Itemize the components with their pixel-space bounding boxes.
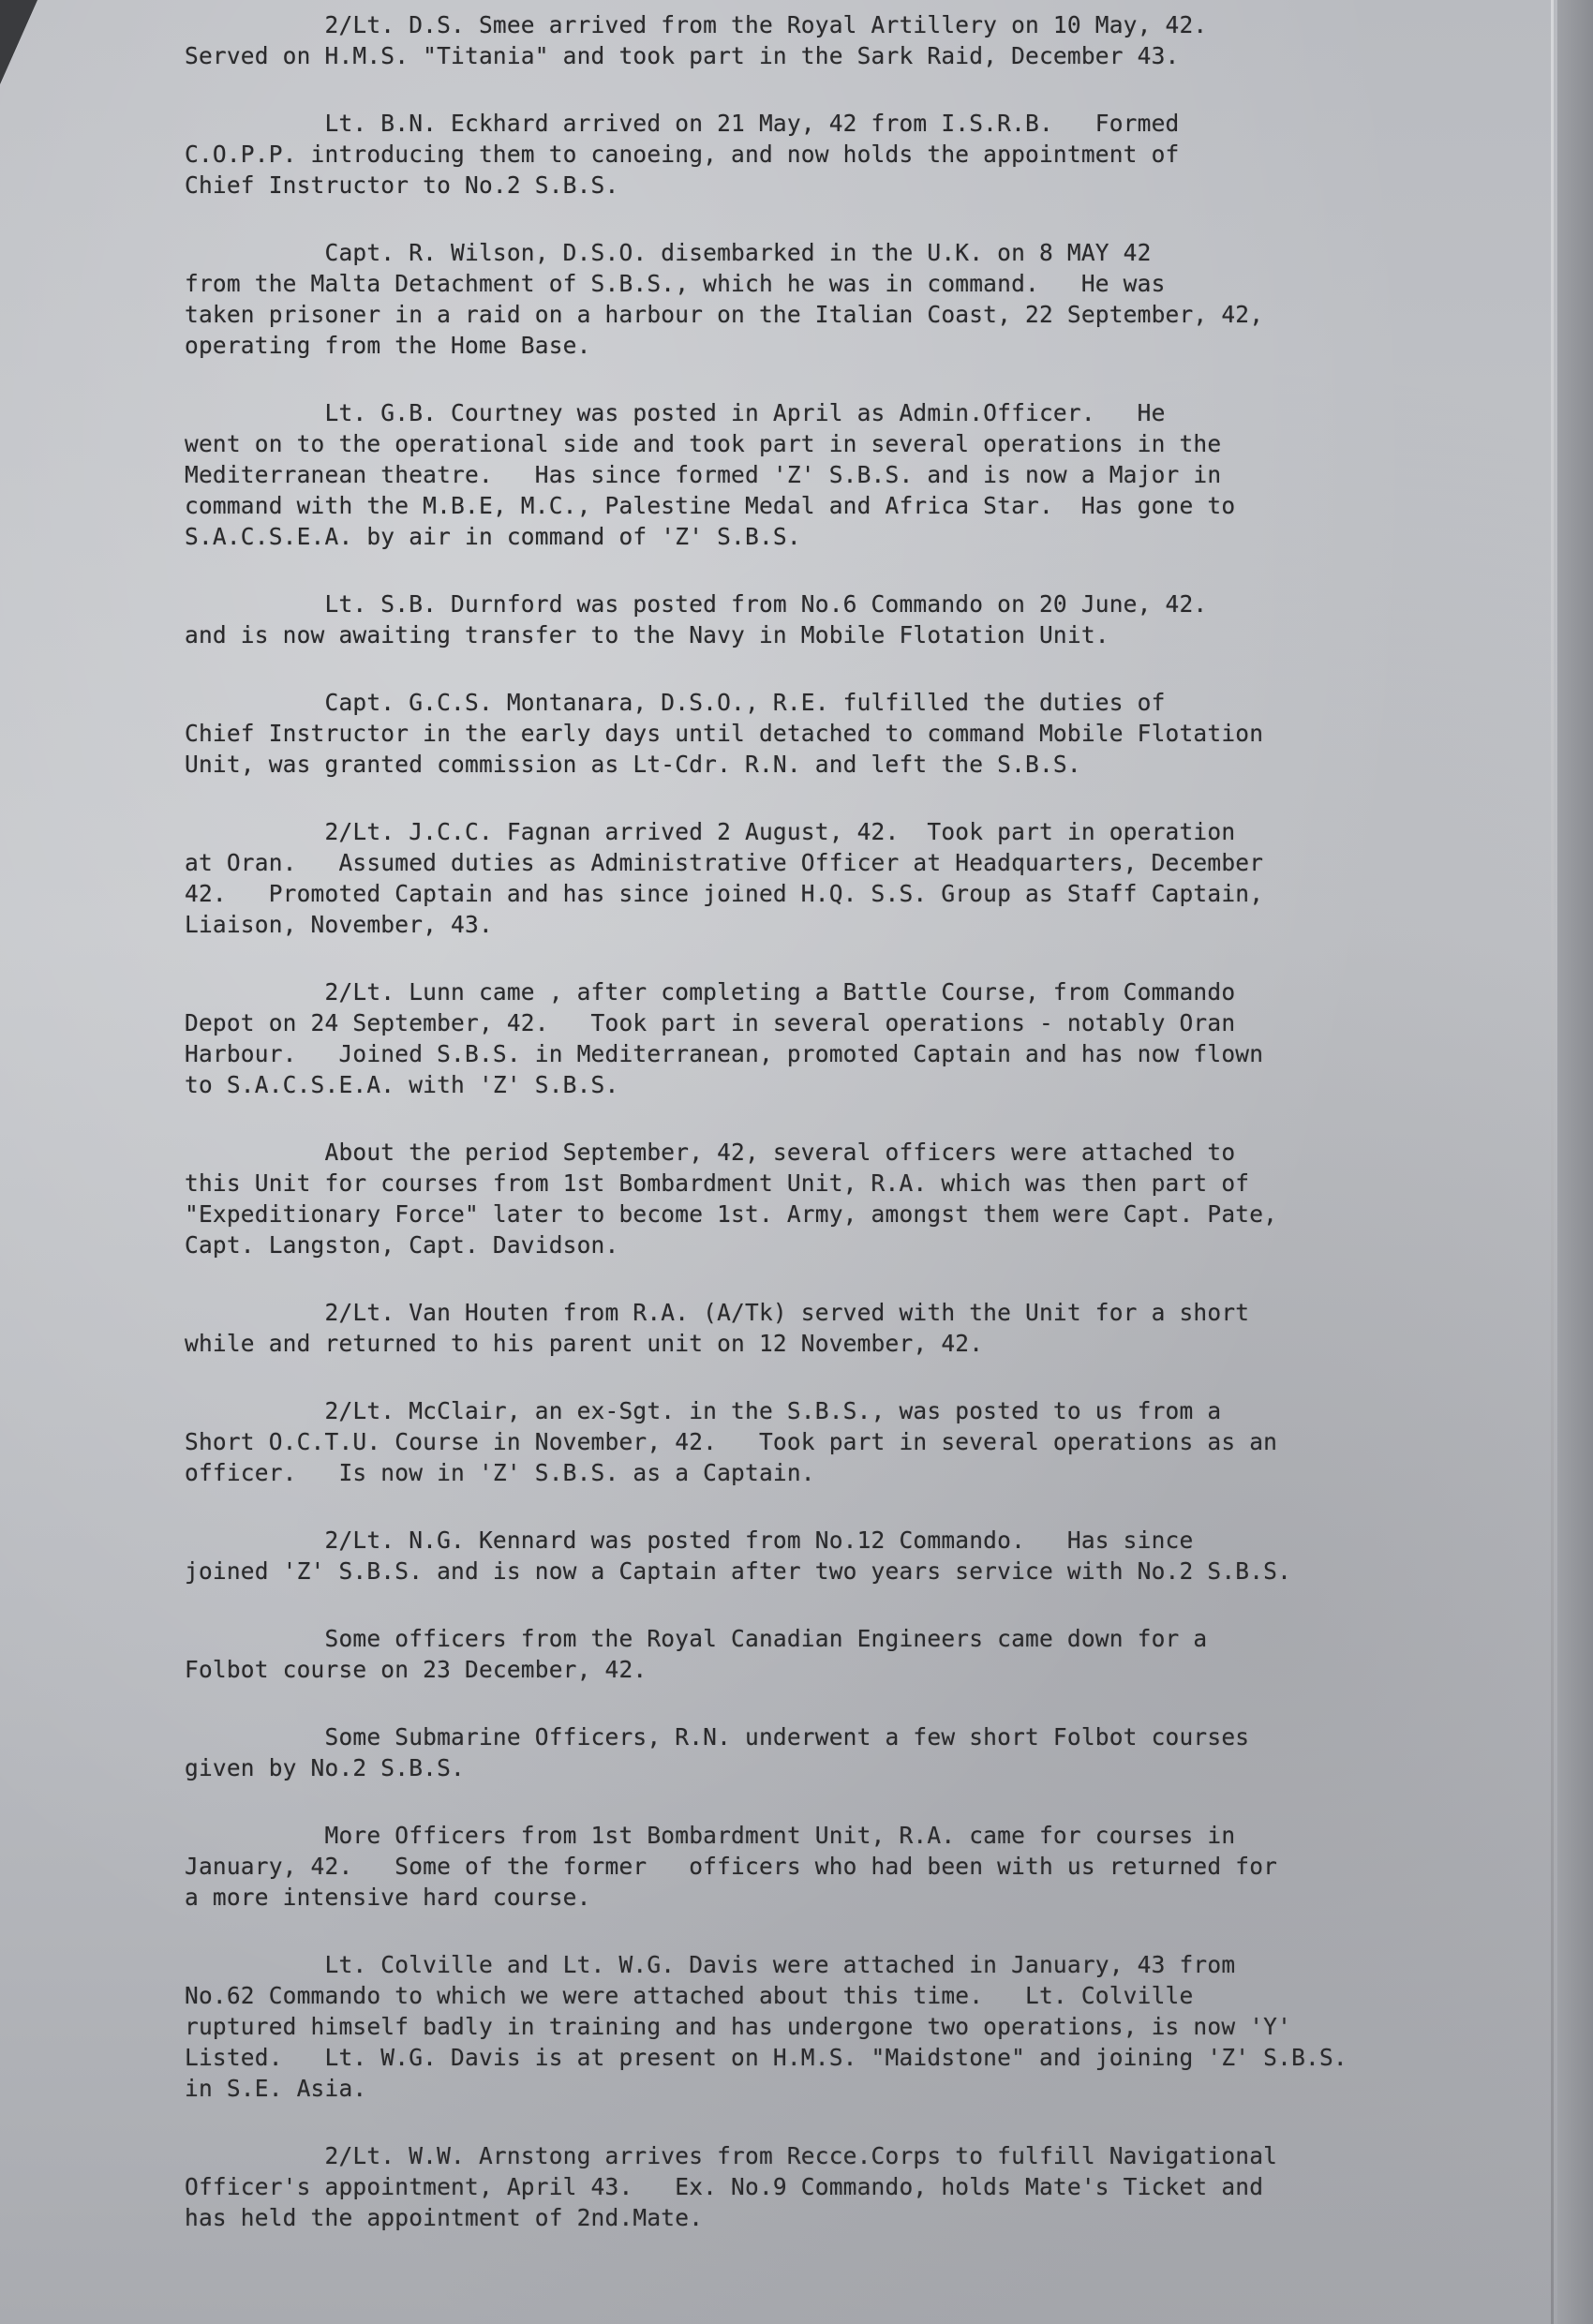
text-line: C.O.P.P. introducing them to canoeing, and now holds the appointment of (185, 141, 1180, 168)
text-line: 42. Promoted Captain and has since joined H.Q. S.S. Group as Staff Captain, (185, 880, 1264, 907)
text-line: Lt. Colville and Lt. W.G. Davis were attached in January, 43 from (185, 1951, 1236, 1978)
text-line: Listed. Lt. W.G. Davis is at present on H.M.S. "Maidstone" and joining 'Z' S.B.S. (185, 2044, 1347, 2071)
text-line: joined 'Z' S.B.S. and is now a Captain after two years service with No.2 S.B.S. (185, 1557, 1292, 1585)
text-line: 2/Lt. McClair, an ex-Sgt. in the S.B.S., was posted to us from a (185, 1397, 1222, 1424)
text-line: More Officers from 1st Bombardment Unit, R.A. came for courses in (185, 1822, 1236, 1849)
text-line: About the period September, 42, several officers were attached to (185, 1139, 1236, 1166)
text-line: from the Malta Detachment of S.B.S., which he was in command. He was (185, 270, 1166, 297)
text-line: has held the appointment of 2nd.Mate. (185, 2204, 704, 2231)
text-line: Harbour. Joined S.B.S. in Mediterranean, promoted Captain and has now flown (185, 1040, 1264, 1067)
text-line: Capt. Langston, Capt. Davidson. (185, 1231, 619, 1259)
text-line: Short O.C.T.U. Course in November, 42. Took part in several operations as an (185, 1428, 1278, 1455)
text-line: Chief Instructor to No.2 S.B.S. (185, 171, 619, 199)
text-line: Some Submarine Officers, R.N. underwent a few short Folbot courses (185, 1723, 1250, 1750)
text-line: Lt. G.B. Courtney was posted in April as Admin.Officer. He (185, 399, 1166, 426)
paragraph (185, 397, 1543, 552)
paragraph (185, 1623, 1543, 1685)
text-line: 2/Lt. W.W. Arnstong arrives from Recce.Corps to fulfill Navigational (185, 2142, 1278, 2169)
text-line: No.62 Commando to which we were attached about this time. Lt. Colville (185, 1982, 1194, 2009)
text-line: while and returned to his parent unit on 12 November, 42. (185, 1330, 984, 1357)
text-line: S.A.C.S.E.A. by air in command of 'Z' S.B.S. (185, 523, 801, 550)
document-body (185, 9, 1543, 2233)
text-line: Folbot course on 23 December, 42. (185, 1656, 648, 1683)
text-line: Some officers from the Royal Canadian Engineers came down for a (185, 1625, 1208, 1652)
text-line: January, 42. Some of the former officers who had been with us returned for (185, 1853, 1278, 1880)
text-line: officer. Is now in 'Z' S.B.S. as a Captain. (185, 1459, 815, 1486)
paragraph (185, 976, 1543, 1100)
paragraph (185, 816, 1543, 940)
text-line: 2/Lt. Van Houten from R.A. (A/Tk) served with the Unit for a short (185, 1299, 1250, 1326)
text-line: Officer's appointment, April 43. Ex. No.9 Commando, holds Mate's Ticket and (185, 2173, 1264, 2200)
text-line: 2/Lt. N.G. Kennard was posted from No.12 Commando. Has since (185, 1527, 1194, 1554)
paragraph (185, 1395, 1543, 1488)
text-line: Capt. G.C.S. Montanara, D.S.O., R.E. fulfilled the duties of (185, 689, 1166, 716)
text-line: and is now awaiting transfer to the Navy in Mobile Flotation Unit. (185, 621, 1109, 648)
text-line: Served on H.M.S. "Titania" and took part in the Sark Raid, December 43. (185, 42, 1180, 69)
paragraph (185, 687, 1543, 780)
paragraph (185, 1820, 1543, 1913)
paragraph (185, 9, 1543, 71)
paragraph (185, 1525, 1543, 1587)
text-line: a more intensive hard course. (185, 1884, 591, 1911)
paragraph (185, 1721, 1543, 1783)
text-line: command with the M.B.E, M.C., Palestine Medal and Africa Star. Has gone to (185, 492, 1236, 519)
text-line: Chief Instructor in the early days until detached to command Mobile Flotation (185, 720, 1264, 747)
text-line: 2/Lt. Lunn came , after completing a Battle Course, from Commando (185, 978, 1236, 1006)
paragraph (185, 588, 1543, 650)
folded-corner-shadow (0, 0, 37, 84)
text-line: ruptured himself badly in training and has undergone two operations, is now 'Y' (185, 2013, 1292, 2040)
text-line: 2/Lt. J.C.C. Fagnan arrived 2 August, 42. Took part in operation (185, 818, 1236, 845)
text-line: Lt. S.B. Durnford was posted from No.6 Commando on 20 June, 42. (185, 590, 1208, 618)
text-line: to S.A.C.S.E.A. with 'Z' S.B.S. (185, 1071, 619, 1098)
paragraph (185, 108, 1543, 201)
text-line: Unit, was granted commission as Lt-Cdr. R.N. and left the S.B.S. (185, 751, 1081, 778)
paragraph (185, 1949, 1543, 2104)
text-line: this Unit for courses from 1st Bombardment Unit, R.A. which was then part of (185, 1169, 1250, 1197)
page-right-edge (1557, 0, 1593, 2324)
page-fold-crease (1551, 0, 1554, 2324)
text-line: Lt. B.N. Eckhard arrived on 21 May, 42 from I.S.R.B. Formed (185, 110, 1180, 137)
text-line: Depot on 24 September, 42. Took part in several operations - notably Oran (185, 1009, 1236, 1036)
paragraph (185, 1137, 1543, 1260)
text-line: Mediterranean theatre. Has since formed 'Z' S.B.S. and is now a Major in (185, 461, 1222, 488)
text-line: went on to the operational side and took part in several operations in the (185, 430, 1222, 457)
text-line: given by No.2 S.B.S. (185, 1754, 466, 1781)
text-line: Liaison, November, 43. (185, 911, 493, 938)
text-line: operating from the Home Base. (185, 332, 591, 359)
paragraph (185, 1297, 1543, 1359)
text-line: at Oran. Assumed duties as Administrative Officer at Headquarters, December (185, 849, 1264, 876)
paragraph (185, 2140, 1543, 2233)
paragraph (185, 237, 1543, 361)
text-line: Capt. R. Wilson, D.S.O. disembarked in the U.K. on 8 MAY 42 (185, 239, 1152, 266)
text-line: taken prisoner in a raid on a harbour on the Italian Coast, 22 September, 42, (185, 301, 1264, 328)
text-line: in S.E. Asia. (185, 2075, 367, 2102)
text-line: "Expeditionary Force" later to become 1st. Army, amongst them were Capt. Pate, (185, 1200, 1278, 1228)
text-line: 2/Lt. D.S. Smee arrived from the Royal Artillery on 10 May, 42. (185, 11, 1208, 38)
